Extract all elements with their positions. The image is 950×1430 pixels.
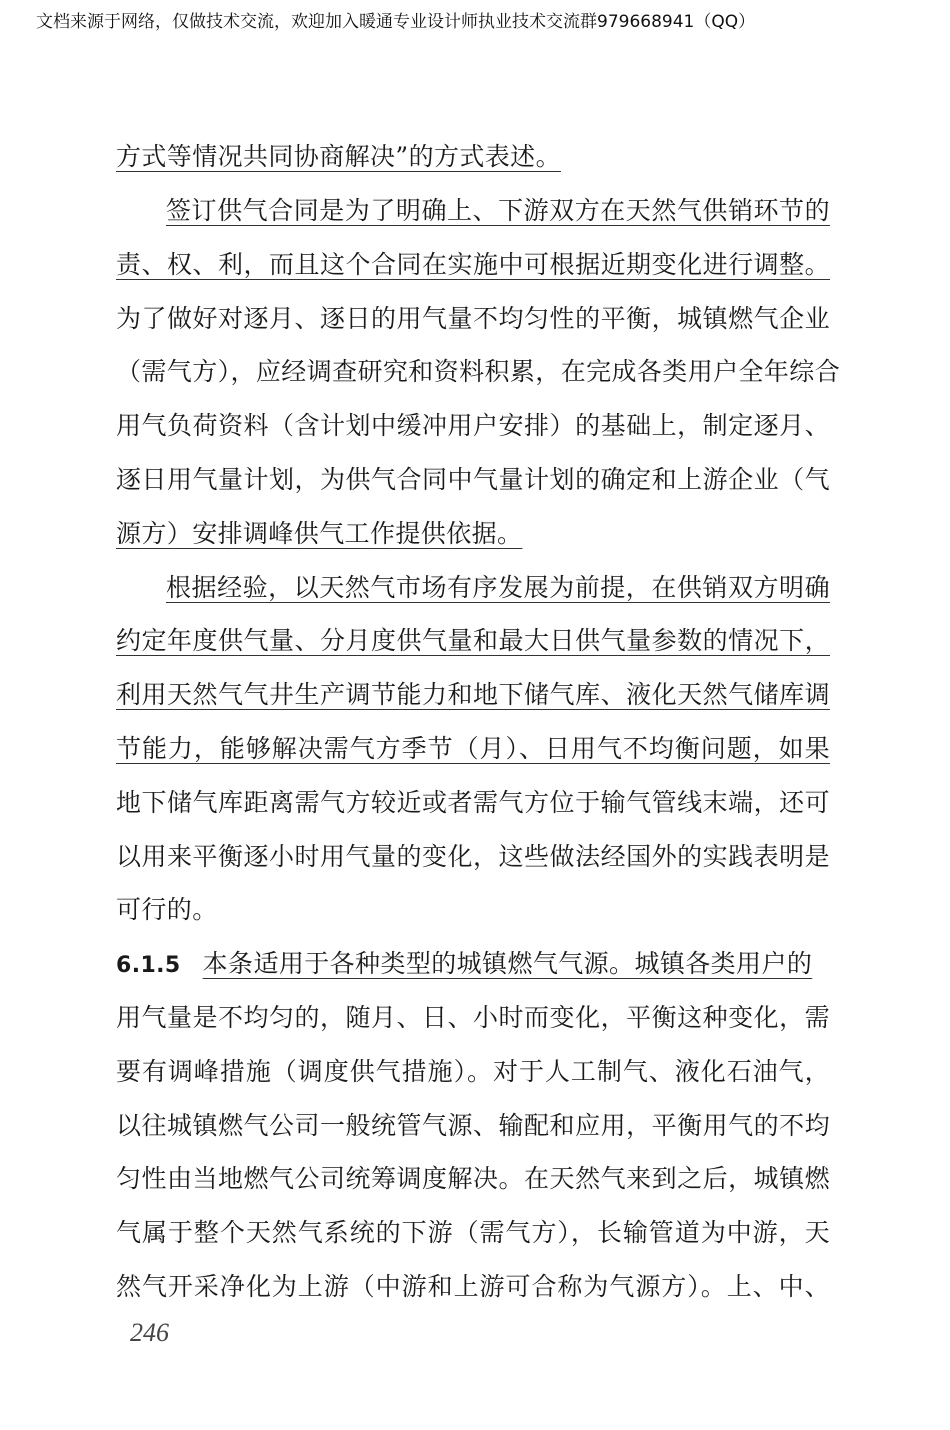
text-line: 约定年度供气量、分月度供气量和最大日供气量参数的情况下，	[116, 626, 830, 655]
text-line: 责、权、利，而且这个合同在实施中可根据近期变化进行调整。	[116, 250, 830, 279]
section-line: 6.1.5 本条适用于各种类型的城镇燃气气源。城镇各类用户的	[116, 949, 813, 978]
text-line: 为了做好对逐月、逐日的用气量不均匀性的平衡，城镇燃气企业	[116, 304, 830, 333]
text-line: 方式等情况共同协商解决”的方式表述。	[116, 142, 561, 171]
text-line: 源方）安排调峰供气工作提供依据。	[116, 519, 523, 548]
text-line: （需气方），应经调查研究和资料积累，在完成各类用户全年综合	[116, 357, 841, 386]
text-line: 要有调峰措施（调度供气措施）。对于人工制气、液化石油气，	[116, 1057, 830, 1086]
page-number: 246	[130, 1318, 169, 1347]
text-line: 节能力，能够解决需气方季节（月）、日用气不均衡问题，如果	[116, 734, 830, 763]
text-line: 用气负荷资料（含计划中缓冲用户安排）的基础上，制定逐月、	[116, 411, 830, 440]
text-line: 气属于整个天然气系统的下游（需气方），长输管道为中游，天	[116, 1218, 830, 1247]
section-number: 6.1.5	[116, 953, 181, 978]
text-line: 用气量是不均匀的，随月、日、小时而变化，平衡这种变化，需	[116, 1003, 830, 1032]
text-line: 逐日用气量计划，为供气合同中气量计划的确定和上游企业（气	[116, 465, 830, 494]
text-line: 利用天然气气井生产调节能力和地下储气库、液化天然气储库调	[116, 680, 830, 709]
text-line: 匀性由当地燃气公司统筹调度解决。在天然气来到之后，城镇燃	[116, 1164, 830, 1193]
watermark-header: 文档来源于网络，仅做技术交流，欢迎加入暖通专业设计师执业技术交流群979668941（QQ）	[36, 12, 756, 32]
text-line: 地下储气库距离需气方较近或者需气方位于输气管线末端，还可	[116, 788, 830, 817]
text-line: 根据经验，以天然气市场有序发展为前提，在供销双方明确	[166, 573, 830, 602]
text-line: 然气开采净化为上游（中游和上游可合称为气源方）。上、中、	[116, 1272, 830, 1301]
text-line: 签订供气合同是为了明确上、下游双方在天然气供销环节的	[166, 196, 830, 225]
text-line: 可行的。	[116, 895, 218, 924]
text-line: 以往城镇燃气公司一般统管气源、输配和应用，平衡用气的不均	[116, 1111, 830, 1140]
text-line: 以用来平衡逐小时用气量的变化，这些做法经国外的实践表明是	[116, 842, 830, 871]
